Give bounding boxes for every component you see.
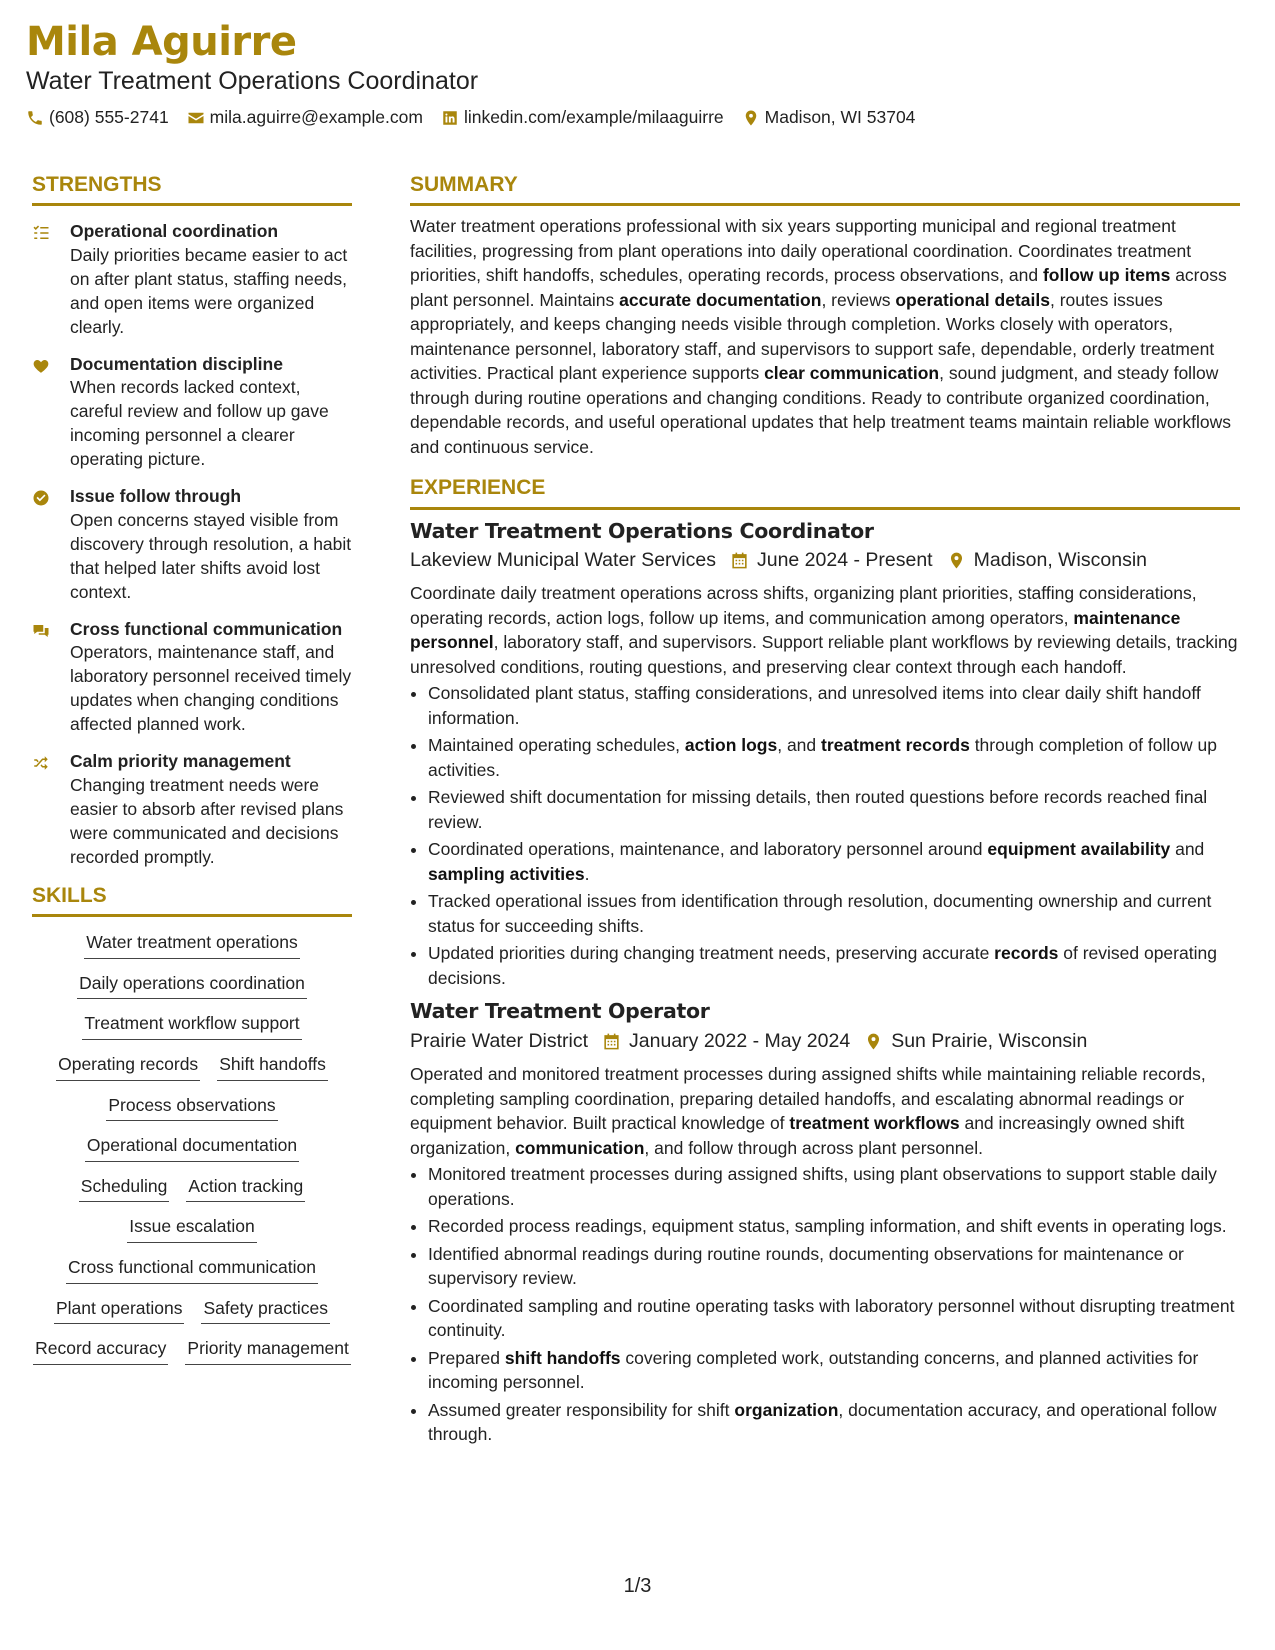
strength-item <box>32 353 352 473</box>
job-dates: June 2024 - Present <box>756 549 933 572</box>
job-entry <box>410 998 1240 1446</box>
candidate-role: Water Treatment Operations Coordinator <box>26 67 479 95</box>
phone-icon <box>26 109 44 127</box>
strength-title: Cross functional communication <box>70 618 343 639</box>
job-bullets <box>410 681 1240 990</box>
strength-item <box>32 485 352 605</box>
emphasis-text: accurate documentation <box>619 289 822 310</box>
emphasis-text: follow up items <box>1042 265 1171 286</box>
candidate-name: Mila Aguirre <box>26 19 297 65</box>
bullet-item: • Updated priorities during changing treatment needs, preserving accurate records of revised operating decisions. <box>428 941 1240 990</box>
job-title: Water Treatment Operator <box>410 999 710 1024</box>
skill-tag: Treatment workflow support <box>82 1012 301 1040</box>
skill-tag: Process observations <box>106 1094 277 1122</box>
right-column <box>410 172 1240 1450</box>
location-text: Madison, WI 53704 <box>764 107 916 128</box>
job-description: Coordinate daily treatment operations across shifts, organizing plant priorities, staffing considerations, operating records, action logs, follow up items, and communication among operators, maintenance personnel, laboratory staff, and supervisors. Support reliable plant workflows by reviewing details, tracking unresolved conditions, routing questions, and preserving clear context through each handoff. <box>410 583 1238 677</box>
job-company: Lakeview Municipal Water Services <box>410 549 716 572</box>
job-title: Water Treatment Operations Coordinator <box>410 518 874 543</box>
bullet-item: • Consolidated plant status, staffing considerations, and unresolved items into clear daily shift handoff information. <box>428 681 1240 730</box>
phone-text: (608) 555-2741 <box>49 107 169 128</box>
strength-title: Calm priority management <box>70 751 291 772</box>
skill-tag: Priority management <box>185 1337 350 1365</box>
skill-tag: Operating records <box>56 1053 200 1081</box>
emphasis-text: records <box>994 943 1059 964</box>
email-link[interactable]: mila.aguirre@example.com <box>209 107 423 128</box>
contact-email[interactable] <box>187 107 423 128</box>
map-pin-icon <box>742 109 760 127</box>
emphasis-text: treatment records <box>821 735 970 756</box>
bullet-item: • Tracked operational issues from identification through resolution, documenting ownership and current status for succeeding shifts. <box>428 889 1240 938</box>
emphasis-text: sampling activities <box>428 863 585 884</box>
checklist-icon <box>32 224 50 242</box>
resume-header <box>26 18 1246 128</box>
emphasis-text: communication <box>515 1137 645 1158</box>
strength-item <box>32 220 352 340</box>
skill-tag: Issue escalation <box>127 1215 257 1243</box>
skill-tag: Action tracking <box>186 1175 305 1203</box>
skills-section <box>32 883 352 1365</box>
emphasis-text: clear communication <box>764 363 940 384</box>
linkedin-icon <box>441 109 459 127</box>
bullet-item: • Coordinated operations, maintenance, and laboratory personnel around equipment availability and sampling activities. <box>428 837 1240 886</box>
strengths-heading: STRENGTHS <box>32 172 352 206</box>
job-location: Madison, Wisconsin <box>973 549 1148 572</box>
skills-list <box>32 931 352 1365</box>
job-company: Prairie Water District <box>410 1030 589 1053</box>
skill-tag: Record accuracy <box>33 1337 168 1365</box>
calendar-icon <box>602 1032 621 1051</box>
envelope-icon <box>187 109 205 127</box>
page-number: 1/3 <box>623 1575 652 1597</box>
map-pin-icon <box>947 551 966 570</box>
heart-icon <box>32 357 50 375</box>
skill-tag: Scheduling <box>79 1175 170 1203</box>
strength-desc: Changing treatment needs were easier to absorb after revised plans were communicated and decisions recorded promptly. <box>70 774 344 867</box>
emphasis-text: equipment availability <box>987 839 1171 860</box>
left-column <box>32 172 352 1365</box>
bullet-item: • Identified abnormal readings during routine rounds, documenting observations for maintenance or supervisory review. <box>428 1242 1240 1291</box>
bullet-item: • Maintained operating schedules, action logs, and treatment records through completion of follow up activities. <box>428 733 1240 782</box>
contact-bar <box>26 107 1246 128</box>
strength-item <box>32 750 352 870</box>
bullet-item: • Reviewed shift documentation for missing details, then routed questions before records reached final review. <box>428 785 1240 834</box>
job-meta <box>410 548 1240 573</box>
job-dates: January 2022 - May 2024 <box>629 1030 851 1053</box>
job-bullets <box>410 1162 1240 1447</box>
skills-heading: SKILLS <box>32 883 352 917</box>
job-meta <box>410 1029 1240 1054</box>
skill-tag: Plant operations <box>54 1297 184 1325</box>
strength-desc: Open concerns stayed visible from discovery through resolution, a habit that helped later shifts avoid lost context. <box>70 509 352 602</box>
experience-heading: EXPERIENCE <box>410 475 1240 509</box>
summary-text: Water treatment operations professional with six years supporting municipal and regional treatment facilities, progressing from plant operations into daily operational coordination. Coordinates treatment priorities, shift handoffs, schedules, operating records, process observations, and follow up items across plant personnel. Maintains accurate documentation, reviews operational details, routes issues appropriately, and keeps changing needs visible through completion. Works closely with operators, maintenance personnel, laboratory staff, and supervisors to support safe, dependable, orderly treatment activities. Practical plant experience supports clear communication, sound judgment, and steady follow through during routine operations and changing conditions. Ready to contribute organized coordination, dependable records, and useful operational updates that help treatment teams maintain reliable workflows and continuous service. <box>410 216 1232 457</box>
experience-section <box>410 475 1240 1447</box>
skill-tag: Safety practices <box>201 1297 330 1325</box>
bullet-item: • Monitored treatment processes during assigned shifts, using plant observations to support stable daily operations. <box>428 1162 1240 1211</box>
calendar-icon <box>730 551 749 570</box>
emphasis-text: shift handoffs <box>504 1347 621 1368</box>
skill-tag: Cross functional communication <box>66 1256 318 1284</box>
shuffle-icon <box>32 754 50 772</box>
bullet-item: • Recorded process readings, equipment status, sampling information, and shift events in operating logs. <box>428 1214 1240 1239</box>
emphasis-text: operational details <box>895 289 1050 310</box>
job-location: Sun Prairie, Wisconsin <box>891 1030 1088 1053</box>
bullet-item: • Coordinated sampling and routine operating tasks with laboratory personnel without disrupting treatment continuity. <box>428 1294 1240 1343</box>
check-circle-icon <box>32 489 50 507</box>
map-pin-icon <box>864 1032 883 1051</box>
strength-desc: Operators, maintenance staff, and laboratory personnel received timely updates when changing conditions affected planned work. <box>70 642 352 735</box>
strength-title: Operational coordination <box>70 221 279 242</box>
skill-tag: Daily operations coordination <box>77 972 307 1000</box>
strengths-list <box>32 220 352 870</box>
strength-desc: When records lacked context, careful review and follow up gave incoming personnel a clearer operating picture. <box>70 377 329 470</box>
skill-tag: Shift handoffs <box>217 1053 328 1081</box>
emphasis-text: action logs <box>684 735 778 756</box>
strength-item <box>32 618 352 738</box>
skill-tag: Operational documentation <box>85 1134 299 1162</box>
strength-title: Issue follow through <box>70 486 242 507</box>
job-entry <box>410 518 1240 991</box>
contact-linkedin[interactable] <box>441 107 724 128</box>
job-description: Operated and monitored treatment processes during assigned shifts while maintaining reliable records, completing sampling coordination, preparing detailed handoffs, and escalating abnormal readings or equipment behavior. Built practical knowledge of treatment workflows and increasingly owned shift organization, communication, and follow through across plant personnel. <box>410 1064 1206 1158</box>
comments-icon <box>32 622 50 640</box>
skill-tag: Water treatment operations <box>84 931 299 959</box>
linkedin-link[interactable]: linkedin.com/example/milaaguirre <box>463 107 724 128</box>
contact-location <box>742 107 916 128</box>
strength-title: Documentation discipline <box>70 353 283 374</box>
strength-desc: Daily priorities became easier to act on after plant status, staffing needs, and open items were organized clearly. <box>70 244 348 337</box>
bullet-item: • Assumed greater responsibility for shift organization, documentation accuracy, and operational follow through. <box>428 1398 1240 1447</box>
contact-phone <box>26 107 169 128</box>
emphasis-text: maintenance personnel <box>410 607 1181 653</box>
summary-heading: SUMMARY <box>410 172 1240 206</box>
emphasis-text: treatment workflows <box>789 1113 960 1134</box>
bullet-item: • Prepared shift handoffs covering completed work, outstanding concerns, and planned activities for incoming personnel. <box>428 1346 1240 1395</box>
emphasis-text: organization <box>734 1399 839 1420</box>
